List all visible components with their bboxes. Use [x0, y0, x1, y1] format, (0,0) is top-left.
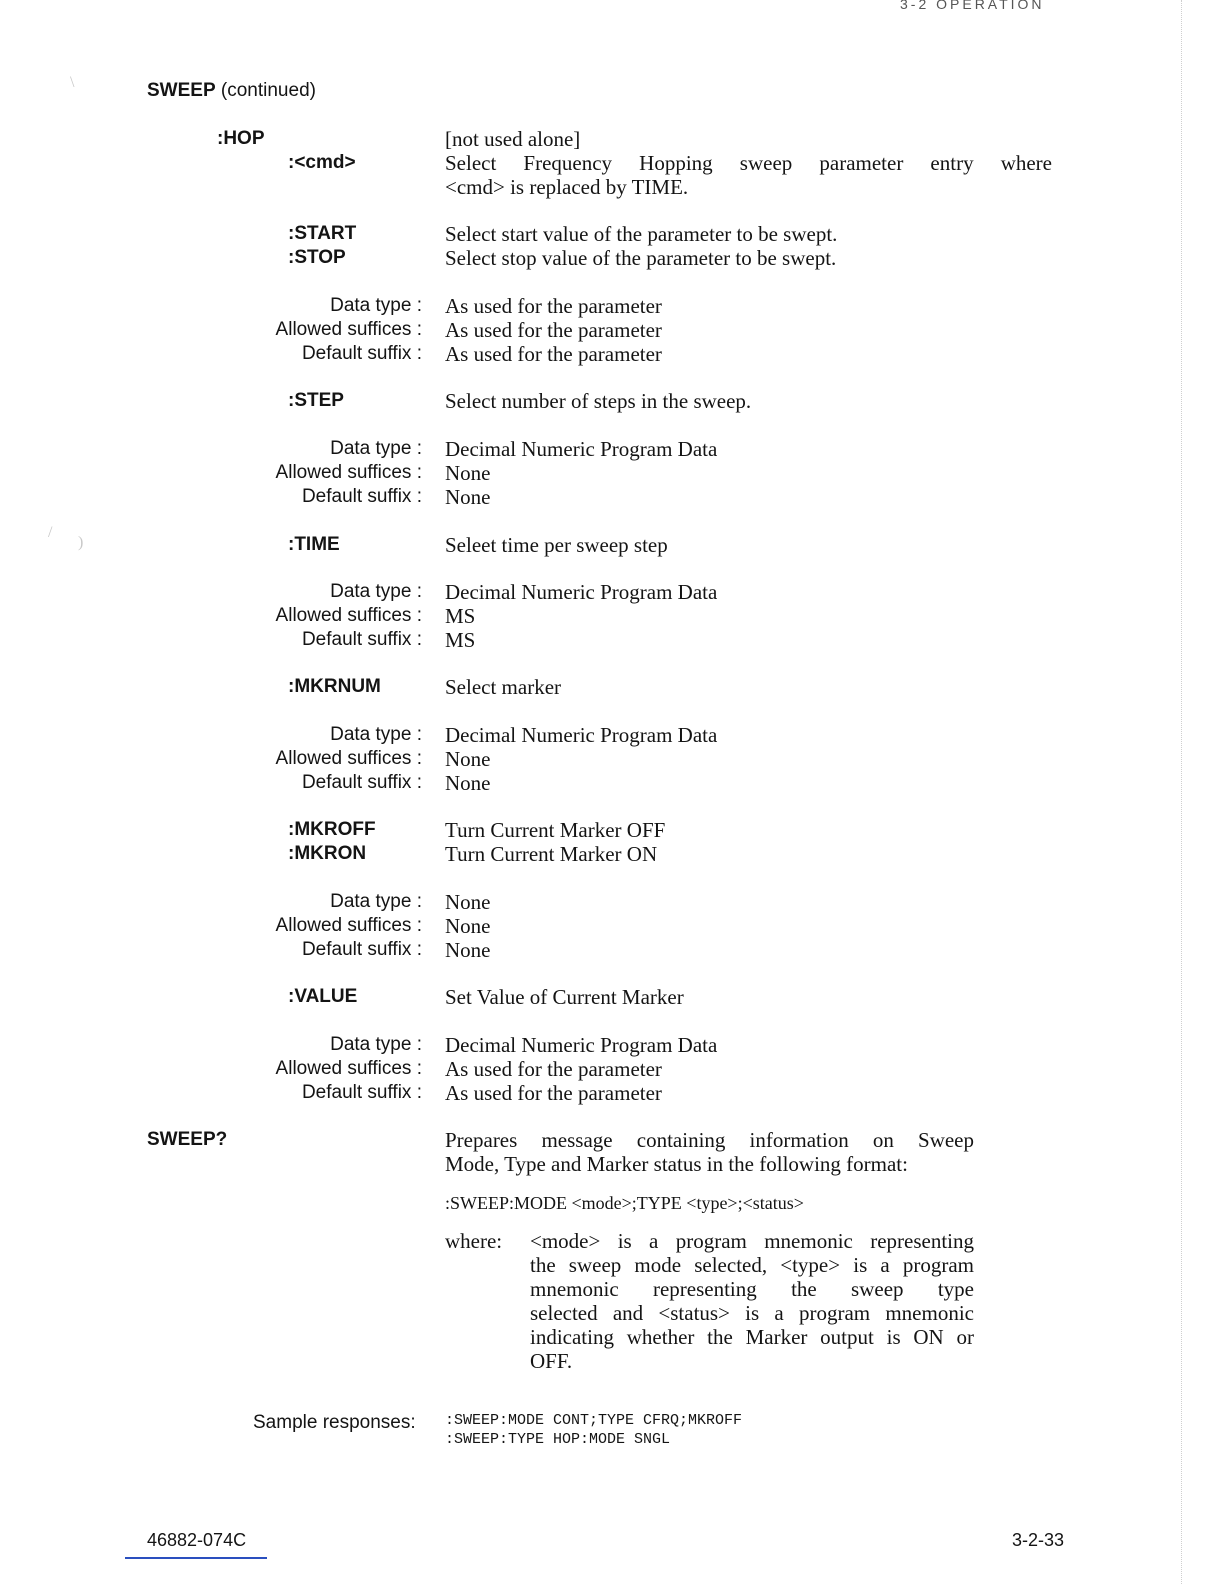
allowed-suffices-label: Allowed suffices : — [275, 748, 422, 769]
command-mkrnum: :MKRNUM — [288, 676, 381, 697]
data-type-label: Data type : — [330, 724, 422, 745]
default-suffix-label: Default suffix : — [301, 343, 422, 364]
default-suffix-value: MS — [445, 628, 476, 652]
default-suffix-label: Default suffix : — [301, 629, 422, 650]
command-stop-desc: Select stop value of the parameter to be swept. — [445, 246, 837, 270]
where-line: indicating whether the Marker output is ON or — [530, 1325, 974, 1349]
page-number: 3-2-33 — [1012, 1530, 1065, 1550]
command-stop: :STOP — [288, 247, 346, 268]
default-suffix-value: None — [445, 771, 491, 795]
data-type-value: Decimal Numeric Program Data — [445, 723, 718, 747]
query-format: :SWEEP:MODE <mode>;TYPE <type>;<status> — [445, 1193, 804, 1213]
default-suffix-label: Default suffix : — [301, 1082, 422, 1103]
default-suffix-value: As used for the parameter — [445, 1081, 662, 1105]
allowed-suffices-label: Allowed suffices : — [275, 462, 422, 483]
hop-sub-line2: <cmd> is replaced by TIME. — [445, 175, 689, 199]
default-suffix-label: Default suffix : — [301, 939, 422, 960]
allowed-suffices-value: As used for the parameter — [445, 1057, 662, 1081]
hop-sub-command: :<cmd> — [288, 152, 356, 173]
command-time-desc: Seleet time per sweep step — [445, 533, 668, 557]
doc-number: 46882-074C — [147, 1530, 247, 1550]
query-command: SWEEP? — [147, 1129, 228, 1150]
allowed-suffices-label: Allowed suffices : — [275, 605, 422, 626]
command-step: :STEP — [288, 390, 344, 411]
allowed-suffices-label: Allowed suffices : — [275, 319, 422, 340]
data-type-value: As used for the parameter — [445, 294, 662, 318]
command-start-desc: Select start value of the parameter to be swept. — [445, 222, 838, 246]
command-step-desc: Select number of steps in the sweep. — [445, 389, 752, 413]
default-suffix-value: None — [445, 485, 491, 509]
where-line: OFF. — [530, 1349, 573, 1373]
allowed-suffices-value: None — [445, 747, 491, 771]
default-suffix-label: Default suffix : — [301, 772, 422, 793]
command-mkron: :MKRON — [288, 843, 367, 864]
data-type-value: Decimal Numeric Program Data — [445, 437, 718, 461]
allowed-suffices-value: None — [445, 461, 491, 485]
section-suffix: (continued) — [220, 80, 316, 101]
command-mkroff-desc: Turn Current Marker OFF — [445, 818, 666, 842]
allowed-suffices-value: MS — [445, 604, 476, 628]
data-type-value: Decimal Numeric Program Data — [445, 1033, 718, 1057]
data-type-label: Data type : — [330, 581, 422, 602]
command-time: :TIME — [288, 534, 340, 555]
data-type-label: Data type : — [330, 438, 422, 459]
hop-command: :HOP — [217, 128, 265, 149]
command-mkroff: :MKROFF — [288, 819, 376, 840]
command-mkron-desc: Turn Current Marker ON — [445, 842, 658, 866]
section-title: SWEEP — [147, 80, 216, 101]
page-edge-line — [1180, 0, 1182, 1584]
query-desc-line1: Prepares message containing information on Sweep — [445, 1128, 974, 1152]
allowed-suffices-value: None — [445, 914, 491, 938]
scan-mark: \ — [70, 74, 75, 91]
scan-mark: / — [48, 524, 53, 541]
section-header — [147, 79, 316, 103]
sample-responses-label: Sample responses: — [253, 1412, 416, 1433]
where-label: where: — [445, 1229, 503, 1253]
footer-rule — [125, 1557, 267, 1559]
data-type-label: Data type : — [330, 1034, 422, 1055]
allowed-suffices-label: Allowed suffices : — [275, 1058, 422, 1079]
command-start: :START — [288, 223, 357, 244]
data-type-value: Decimal Numeric Program Data — [445, 580, 718, 604]
command-value: :VALUE — [288, 986, 358, 1007]
default-suffix-label: Default suffix : — [301, 486, 422, 507]
data-type-label: Data type : — [330, 295, 422, 316]
default-suffix-value: As used for the parameter — [445, 342, 662, 366]
allowed-suffices-label: Allowed suffices : — [275, 915, 422, 936]
where-line: the sweep mode selected, <type> is a program — [530, 1253, 974, 1277]
query-desc-line2: Mode, Type and Marker status in the following format: — [445, 1152, 908, 1176]
hop-description: [not used alone] — [445, 127, 581, 151]
default-suffix-value: None — [445, 938, 491, 962]
data-type-label: Data type : — [330, 891, 422, 912]
sample-response-line: :SWEEP:TYPE HOP:MODE SNGL — [445, 1431, 671, 1448]
running-head: 3-2 OPERATION — [900, 0, 1045, 12]
sample-response-line: :SWEEP:MODE CONT;TYPE CFRQ;MKROFF — [445, 1412, 743, 1429]
command-value-desc: Set Value of Current Marker — [445, 985, 684, 1009]
where-line: mnemonic representing the sweep type — [530, 1277, 974, 1301]
hop-sub-line1: Select Frequency Hopping sweep parameter entry where — [445, 151, 1052, 175]
scan-mark: ) — [78, 534, 84, 551]
data-type-value: None — [445, 890, 491, 914]
allowed-suffices-value: As used for the parameter — [445, 318, 662, 342]
where-line: <mode> is a program mnemonic representing — [530, 1229, 974, 1253]
command-mkrnum-desc: Select marker — [445, 675, 562, 699]
where-line: selected and <status> is a program mnemonic — [530, 1301, 974, 1325]
